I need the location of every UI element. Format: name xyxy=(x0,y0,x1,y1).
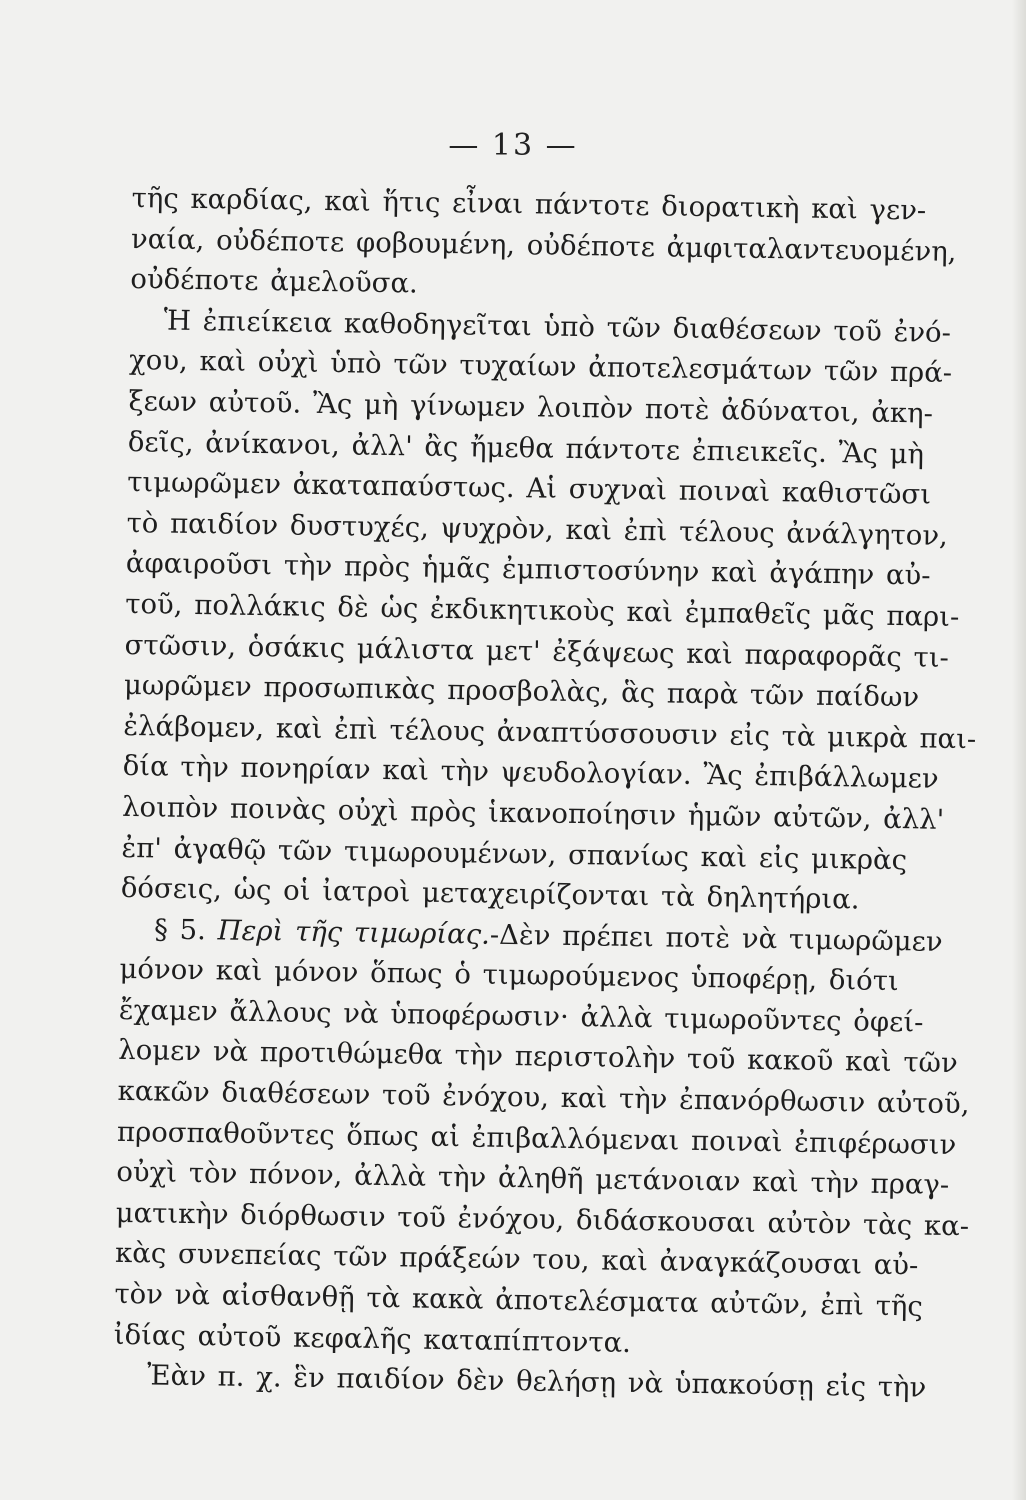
text-line: ἔχαμεν ἄλλους νὰ ὑποφέρωσιν· ἀλλὰ τιμωροῦντες ὀφεί- xyxy=(118,993,924,1039)
text-line: δεῖς, ἀνίκανοι, ἀλλ' ἂς ἤμεθα πάντοτε ἐπιεικεῖς. Ἂς μὴ xyxy=(127,425,925,471)
text-line: λοιπὸν ποινὰς οὐχὶ πρὸς ἱκανοποίησιν ἡμῶν αὐτῶν, ἀλλ' xyxy=(121,790,945,836)
text-line: οὐχὶ τὸν πόνον, ἀλλὰ τὴν ἀληθῆ μετάνοιαν καὶ τὴν πραγ- xyxy=(116,1156,950,1202)
text-line: ναία, οὐδέποτε φοβουμένη, οὐδέποτε ἀμφιταλαντευομένη, xyxy=(130,222,957,268)
text-line: τὸ παιδίον δυστυχές, ψυχρὸν, καὶ ἐπὶ τέλους ἀνάλγητον, xyxy=(126,506,949,552)
text-line: στῶσιν, ὁσάκις μάλιστα μετ' ἐξάψεως καὶ παραφορᾶς τι- xyxy=(124,628,950,674)
text-line: χου, καὶ οὐχὶ ὑπὸ τῶν τυχαίων ἀποτελεσμάτων τῶν πρά- xyxy=(128,344,953,390)
section-mark: § 5. xyxy=(153,913,207,946)
text-line: ἐπ' ἀγαθῷ τῶν τιμωρουμένων, σπανίως καὶ εἰς μικρὰς xyxy=(121,831,908,876)
body-text xyxy=(113,178,977,1407)
text-line: τοῦ, πολλάκις δὲ ὡς ἐκδικητικοὺς καὶ ἐμπαθεῖς μᾶς παρι- xyxy=(125,587,960,633)
text-line: δία τὴν πονηρίαν καὶ τὴν ψευδολογίαν. Ἂς ἐπιβάλλωμεν xyxy=(122,750,939,796)
paragraph-start-line: Ἡ ἐπιείκεια καθοδηγεῖται ὑπὸ τῶν διαθέσεων τοῦ ἐνό- xyxy=(163,304,952,349)
section-first-line-rest: -Δὲν πρέπει ποτὲ νὰ τιμωρῶμεν xyxy=(489,918,943,958)
text-line: κὰς συνεπείας τῶν πράξεών του, καὶ ἀναγκάζουσαι αὐ- xyxy=(114,1237,919,1282)
text-line: ἐλάβομεν, καὶ ἐπὶ τέλους ἀναπτύσσουσιν εἰς τὰ μικρὰ παι- xyxy=(123,709,977,756)
paragraph-start-line: Ἐὰν π. χ. ἓν παιδίον δὲν θελήσῃ νὰ ὑπακούσῃ εἰς τὴν xyxy=(146,1359,927,1404)
text-line: προσπαθοῦντες ὅπως αἱ ἐπιβαλλόμεναι ποιναὶ ἐπιφέρωσιν xyxy=(116,1115,957,1161)
text-line: λομεν νὰ προτιθώμεθα τὴν περιστολὴν τοῦ κακοῦ καὶ τῶν xyxy=(118,1034,958,1080)
page-edge-shadow xyxy=(1012,0,1026,1500)
section-title: Περὶ τῆς τιμωρίας. xyxy=(217,914,491,951)
text-line: τὸν νὰ αἰσθανθῇ τὰ κακὰ ἀποτελέσματα αὐτῶν, ἐπὶ τῆς xyxy=(114,1277,924,1323)
page-number: — 13 — xyxy=(448,128,578,163)
text-line: ἰδίας αὐτοῦ κεφαλῆς καταπίπτοντα. xyxy=(113,1318,632,1359)
text-line: οὐδέποτε ἀμελοῦσα. xyxy=(130,263,419,300)
text-line: τιμωρῶμεν ἀκαταπαύστως. Αἱ συχναὶ ποιναὶ καθιστῶσι xyxy=(126,466,932,511)
text-line: τῆς καρδίας, καὶ ἥτις εἶναι πάντοτε διορατικὴ καὶ γεν- xyxy=(131,181,927,227)
text-line: ματικὴν διόρθωσιν τοῦ ἐνόχου, διδάσκουσαι αὐτὸν τὰς κα- xyxy=(115,1196,970,1243)
text-line: δόσεις, ὡς οἱ ἰατροὶ μεταχειρίζονται τὰ δηλητήρια. xyxy=(120,872,860,916)
text-line: μωρῶμεν προσωπικὰς προσβολὰς, ἃς παρὰ τῶν παίδων xyxy=(123,669,920,714)
text-line: ξεων αὐτοῦ. Ἂς μὴ γίνωμεν λοιπὸν ποτὲ ἀδύνατοι, ἀκη- xyxy=(128,384,934,430)
text-line: μόνον καὶ μόνον ὅπως ὁ τιμωρούμενος ὑποφέρῃ, διότι xyxy=(119,953,899,998)
text-line: κακῶν διαθέσεων τοῦ ἐνόχου, καὶ τὴν ἐπανόρθωσιν αὐτοῦ, xyxy=(117,1074,970,1121)
text-line: ἀφαιροῦσι τὴν πρὸς ἡμᾶς ἐμπιστοσύνην καὶ ἀγάπην αὐ- xyxy=(125,547,931,592)
